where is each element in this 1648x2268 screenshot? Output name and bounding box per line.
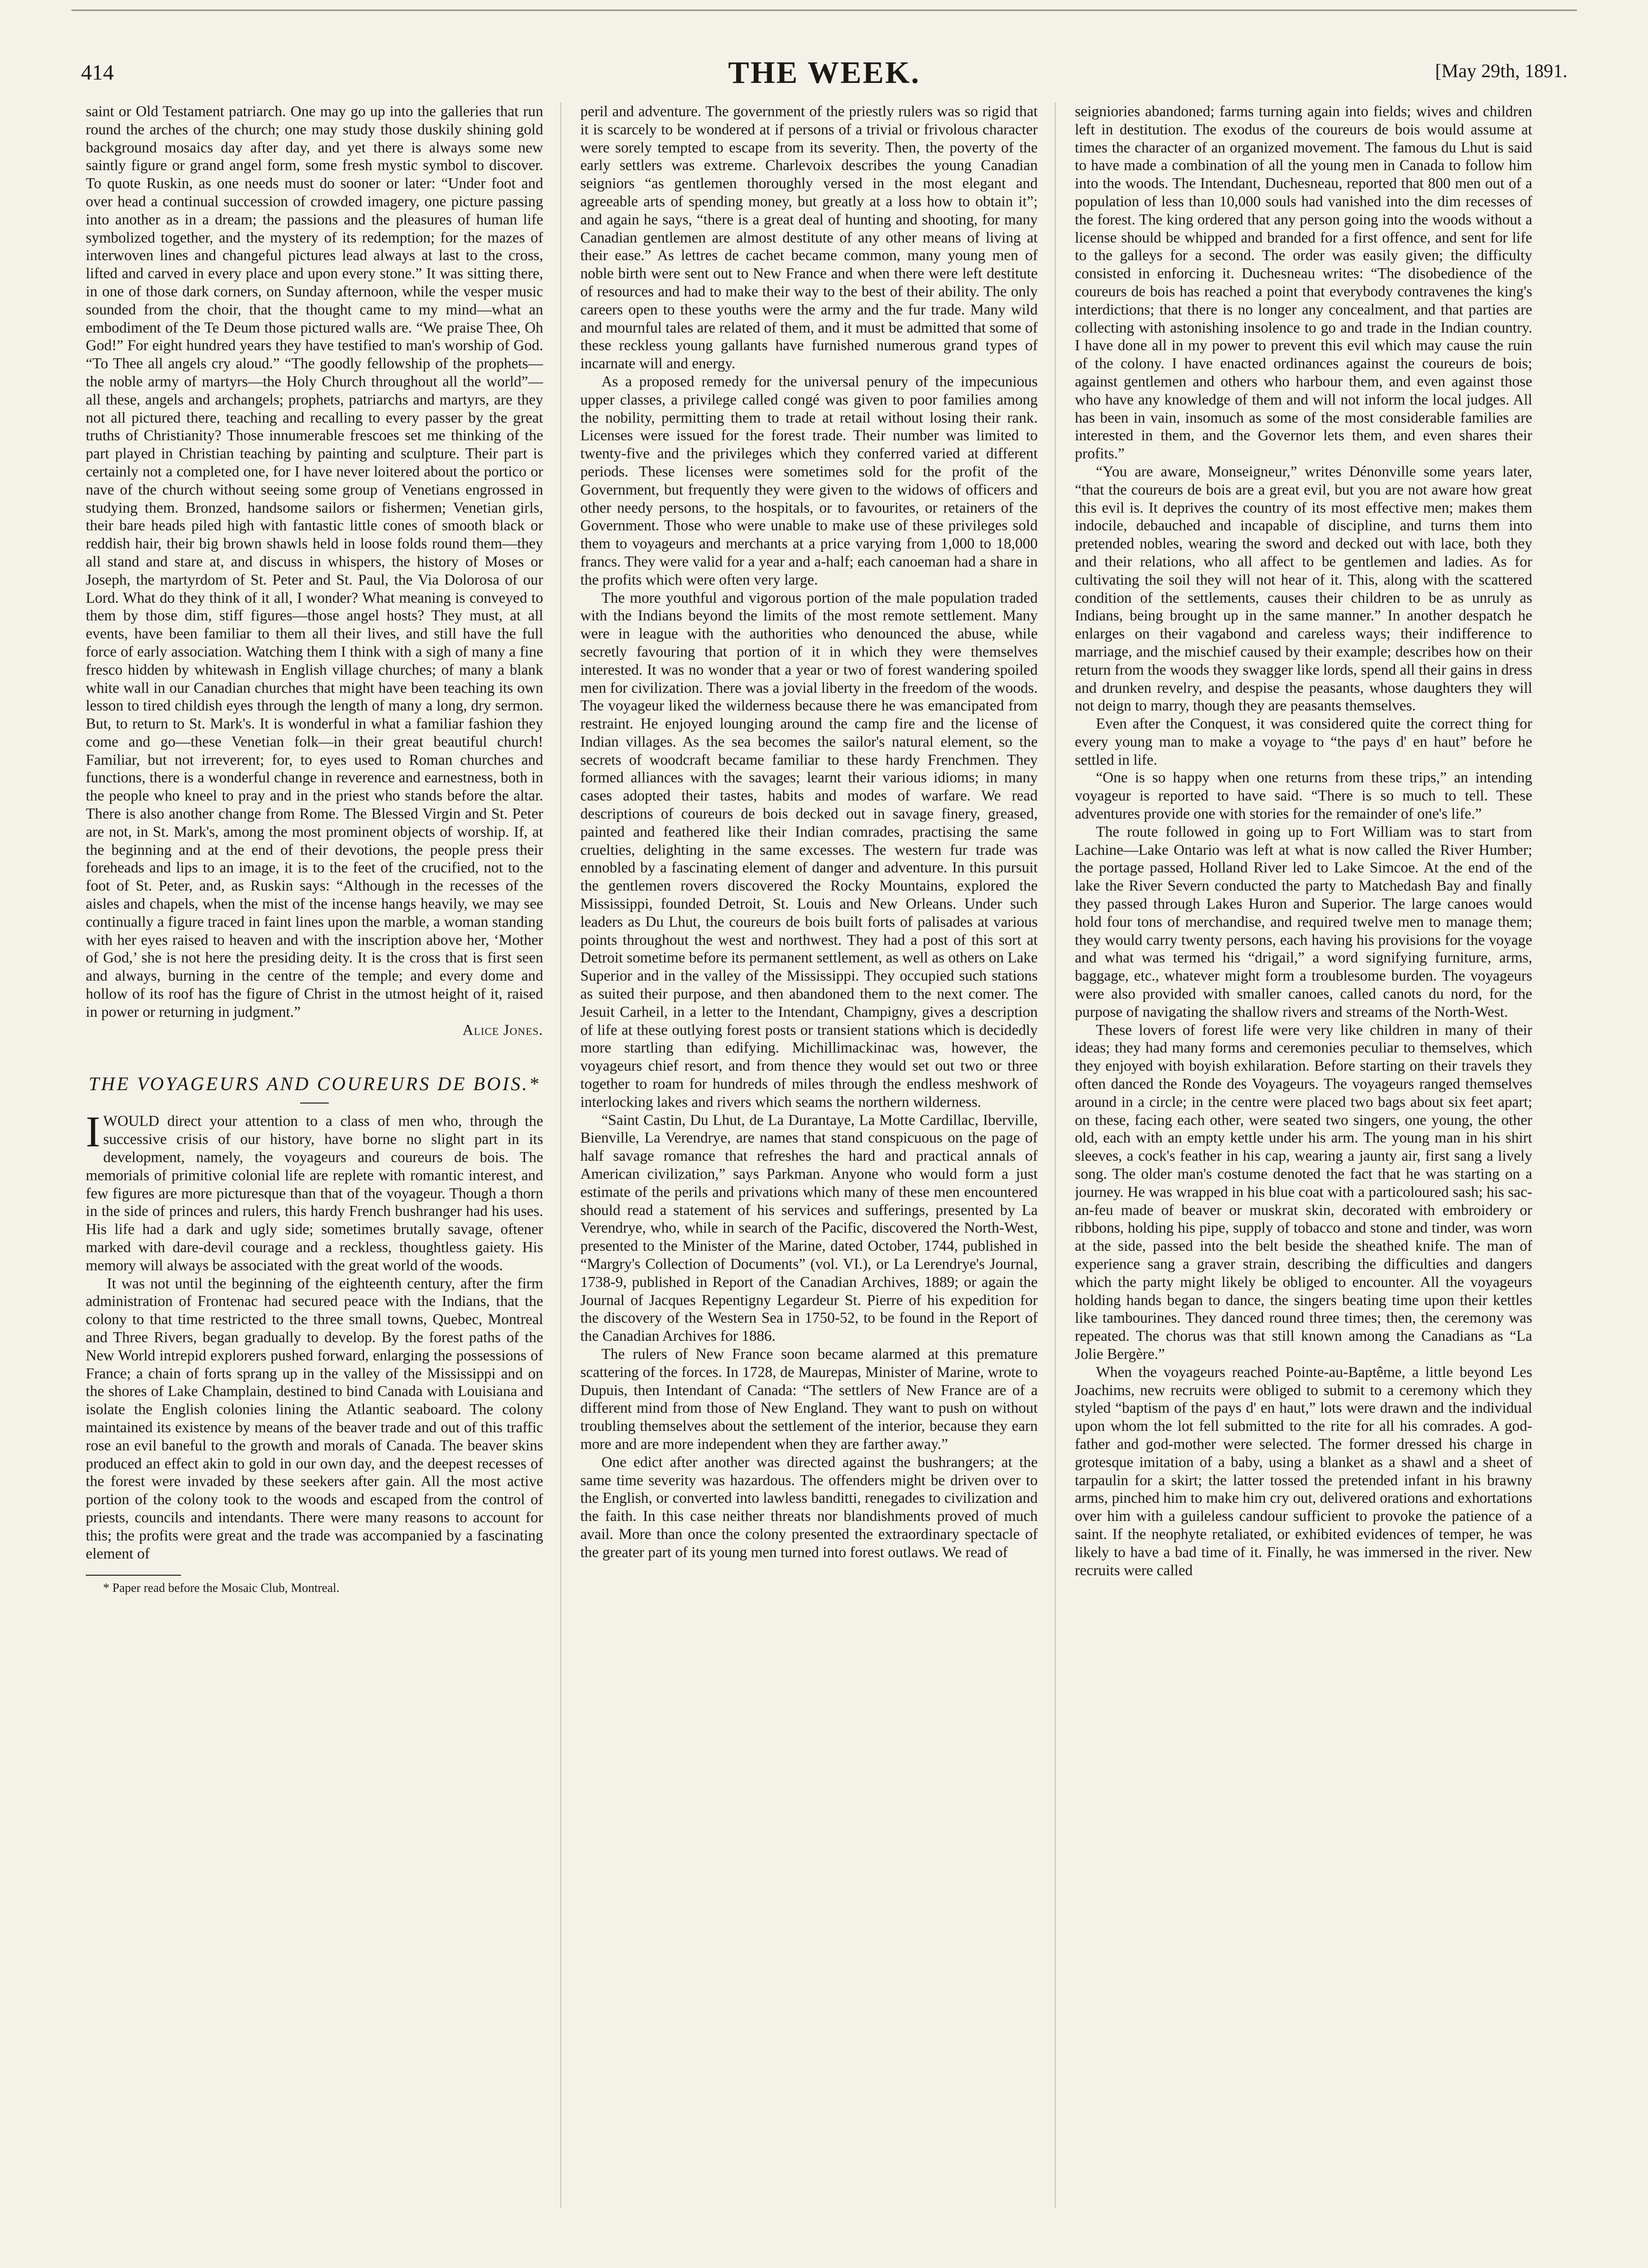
column-2 — [580, 102, 1038, 2208]
article-title: THE VOYAGEURS AND COUREURS DE BOIS.* — [88, 1073, 541, 1095]
paragraph: peril and adventure. The government of the priestly rulers was so rigid that it is scarcely to be wondered at if persons of a trivial or frivolous character were sorely tempted to escape from its severity. Then, the poverty of the early settlers was extreme. Charlevoix describes the young Canadian seigniors “as gentlemen thoroughly versed in the most elegant and agreeable arts of spending money, but greatly at a loss how to obtain it”; and again he says, “there is a great deal of hunting and shooting, for many Canadian gentlemen are almost destitute of any other means of living at their ease.” As lettres de cachet became common, many young men of noble birth were sent out to New France and when there were left destitute of resources and had to make their way to the best of their ability. The only careers open to these youths were the army and the fur trade. Many wild and mournful tales are related of them, and it must be admitted that some of these reckless young gallants have furnished numerous grand types of incarnate will and energy. — [580, 103, 1038, 372]
paragraph: Even after the Conquest, it was considered quite the correct thing for every young man to make a voyage to “the pays d' en haut” before he settled in life. — [1075, 715, 1532, 768]
paragraph: seigniories abandoned; farms turning again into fields; wives and children left in destitution. The exodus of the coureurs de bois would assume at times the character of an organized movement. The famous du Lhut is said to have made a combination of all the young men in Canada to follow him into the woods. The Intendant, Duchesneau, reported that 800 men out of a population of less than 10,000 souls had vanished into the dim recesses of the forest. The king ordered that any person going into the woods without a license should be whipped and branded for a first offence, and sent for life to the galleys for a second. The order was easily given; the difficulty consisted in enforcing it. Duchesneau writes: “The disobedience of the coureurs de bois has reached a point that everybody contravenes the king's interdictions; that there is no longer any concealment, and that parties are collecting with astonishing insolence to go and trade in the Indian country. I have done all in my power to prevent this evil which may cause the ruin of the colony. I have enacted ordinances against the coureurs de bois; against gentlemen and others who harbour them, and even against those who have any knowledge of them and will not inform the local judges. All has been in vain, insomuch as some of the most considerable families are interested in them, and the Governor lets them, and even shares their profits.” — [1075, 103, 1532, 462]
paragraph: When the voyageurs reached Pointe-au-Baptême, a little beyond Les Joachims, new recruits were obliged to submit to a ceremony which they styled “baptism of the pays d' en haut,” lots were drawn and the individual upon whom the lot fell submitted to the rite for all his comrades. A god-father and god-mother were selected. The former dressed his charge in grotesque imitation of a baby, using a blanket as a shawl and a sheet of tarpaulin for a skirt; the latter tossed the pretended infant in his brawny arms, pinched him to make him cry out, delivered orations and exhortations over him with a guileless candour sufficient to provoke the patience of a saint. If the neophyte retaliated, or exhibited evidences of temper, he was likely to have a bad time of it. Finally, he was immersed in the river. New recruits were called — [1075, 1363, 1532, 1579]
column-divider — [560, 102, 561, 2208]
column-divider — [1055, 102, 1056, 2208]
paragraph: The rulers of New France soon became alarmed at this premature scattering of the forces. In 1728, de Maurepas, Minister of Marine, wrote to Dupuis, then Intendant of Canada: “The settlers of New France are of a different mind from those of New England. They want to push on without troubling themselves about the settlement of the interior, because they earn more and are more independent when they are farther away.” — [580, 1345, 1038, 1452]
author-signature: Alice Jones. — [462, 1021, 543, 1038]
drop-cap: I — [86, 1107, 101, 1156]
paragraph: IWOULD direct your attention to a class of men who, through the successive crisis of our history, have borne no slight part in its development, namely, the voyageurs and coureurs de bois. The memorials of primitive colonial life are replete with romantic interest, and few figures are more picturesque than that of the voyageur. Though a thorn in the side of princes and rulers, this hardy French bushranger had his uses. His life had a dark and ugly side; sometimes brutally savage, oftener marked with dare-devil courage and a reckless, thoughtless gaiety. His memory will always be associated with the great world of the woods. — [86, 1107, 543, 1274]
paragraph: One edict after another was directed against the bushrangers; at the same time severity was hazardous. The offenders might be driven over to the English, or converted into lawless banditti, renegades to civilization and the faith. In this case neither threats nor blandishments proved of much avail. More than once the colony presented the extraordinary spectacle of the greater part of its young men turned into forest outlaws. We read of — [580, 1453, 1038, 1560]
footnote-rule — [86, 1575, 181, 1576]
footnote: * Paper read before the Mosaic Club, Montreal. — [103, 1581, 340, 1595]
column-3 — [1075, 102, 1532, 2208]
paragraph: “You are aware, Monseigneur,” writes Dénonville some years later, “that the coureurs de bois are a great evil, but you are not aware how great this evil is. It deprives the country of its most effective men; makes them indocile, debauched and incapable of discipline, and turns them into pretended nobles, wearing the sword and decked out with lace, both they and their relations, who all affect to be gentlemen and ladies. As for cultivating the soil they will not hear of it. This, along with the scattered condition of the settlements, causes their children to be as unruly as Indians, being brought up in the same manner.” In another despatch he enlarges on their vagabond and careless ways; their indifference to marriage, and the mischief caused by their example; describes how on their return from the woods they swagger like lords, spend all their gains in dress and drunken revelry, and despise the peasants, whose daughters they will not deign to marry, though they are peasants themselves. — [1075, 463, 1532, 714]
masthead: THE WEEK. — [728, 55, 920, 90]
issue-date: [May 29th, 1891. — [1435, 60, 1567, 81]
page-header — [81, 55, 1567, 98]
title-rule — [300, 1103, 329, 1104]
top-rule — [71, 10, 1577, 11]
paragraph: “One is so happy when one returns from these trips,” an intending voyageur is reported to have said. “There is so much to tell. These adventures provide one with stories for the remainder of one's life.” — [1075, 769, 1532, 822]
paragraph: “Saint Castin, Du Lhut, de La Durantaye, La Motte Cardillac, Iberville, Bienville, La Verendrye, are names that stand conspicuous on the page of half savage romance that refreshes the hard and practical annals of American civilization,” says Parkman. Anyone who would form a just estimate of the perils and privations which many of these men encountered should read a statement of his services and sufferings, presented by La Verendrye, who, while in search of the Pacific, discovered the North-West, presented to the Minister of the Marine, dated October, 1744, published in “Margry's Collection of Documents” (vol. VI.), or La Lerendrye's Journal, 1738-9, published in Report of the Canadian Archives, 1889; or again the Journal of Jacques Repentigny Legardeur St. Pierre of his expedition for the discovery of the Western Sea in 1750-52, to be found in the Report of the Canadian Archives for 1886. — [580, 1111, 1038, 1345]
page-number: 414 — [81, 60, 114, 84]
paragraph: The more youthful and vigorous portion of the male population traded with the Indians beyond the limits of the most remote settlement. Many were in league with the authorities who denounced the abuse, while secretly favouring that portion of it in which they were themselves interested. It was no wonder that a year or two of forest wandering spoiled men for civilization. There was a jovial liberty in the freedom of the woods. The voyageur liked the wilderness because there he was emancipated from restraint. He enjoyed lounging around the camp fire and the license of Indian villages. As the sea becomes the sailor's natural element, so the secrets of woodcraft became familiar to these hardy Frenchmen. They formed alliances with the savages; learnt their various idioms; in many cases adopted their tastes, habits and modes of warfare. We read descriptions of coureurs de bois decked out in savage finery, greased, painted and feathered like their Indian comrades, practising the same cruelties, delighting in the same excesses. The western fur trade was ennobled by a fascinating element of danger and adventure. In this pursuit the gentlemen rovers discovered the Rocky Mountains, explored the Mississippi, founded Detroit, St. Louis and New Orleans. Under such leaders as Du Lhut, the coureurs de bois built forts of palisades at various points throughout the west and northwest. They had a post of this sort at Detroit sometime before its permanent settlement, as well as others on Lake Superior and in the valley of the Mississippi. They occupied such stations as suited their purpose, and then abandoned them to the next comer. The Jesuit Carheil, in a letter to the Intendant, Champigny, gives a description of life at these outlying forest posts or transient stations which is decidedly more startling than edifying. Michillimackinac was, however, the voyageurs chief resort, and from thence they would set out two or three together to roam for hundreds of miles through the endless meshwork of interlocking lakes and rivers which seams the northern wilderness. — [580, 589, 1038, 1110]
paragraph: These lovers of forest life were very like children in many of their ideas; they had many forms and ceremonies peculiar to themselves, which they enjoyed with boyish exhilaration. Before starting on their travels they often danced the Ronde des Voyageurs. The voyageurs ranged themselves around in a circle; in the centre were placed two bags about six feet apart; on these, facing each other, were seated two singers, one young, the other old, each with an empty kettle under his arm. The young man in his shirt sleeves, a cock's feather in his cap, wearing a jaunty air, first sang a lively song. The older man's costume denoted the fact that he was starting on a journey. He was wrapped in his blue coat with a particoloured sash; his sac-an-feu made of beaver or muskrat skin, decorated with embroidery or ribbons, holding his pipe, supply of tobacco and stone and tinder, was worn at the side, passed into the belt beside the sheathed knife. The man of experience sang a graver strain, describing the difficulties and dangers which the party might likely be obliged to encounter. All the voyageurs holding hands began to dance, the singers beating time upon their kettles like tambourines. They danced round three times; then, the ceremony was repeated. The chorus was that still known among the Canadians as “La Jolie Bergère.” — [1075, 1021, 1532, 1362]
paragraph: saint or Old Testament patriarch. One may go up into the galleries that run round the arches of the church; one may study those duskily shining gold background mosaics day after day, and yet there is always some new saintly figure or grand angel form, some fresh mystic symbol to discover. To quote Ruskin, as one needs must do sooner or later: “Under foot and over head a continual succession of crowded imagery, one picture passing into another as in a dream; the passions and the pleasures of human life symbolized together, and the mystery of its redemption; for the mazes of interwoven lines and changeful pictures lead always at last to the cross, lifted and carved in every place and upon every stone.” It was sitting there, in one of those dark corners, on Sunday afternoon, while the vesper music sounded from the choir, that the thought came to my mind—what an embodiment of the Te Deum those pictured walls are. “We praise Thee, Oh God!” For eight hundred years they have testified to man's worship of God. “To Thee all angels cry aloud.” “The goodly fellowship of the prophets—the noble army of martyrs—the Holy Church throughout all the world”—all these, angels and archangels; prophets, patriarchs and martyrs, are they not all pictured there, teaching and recalling to every passer by the great truths of Christianity? Those innumerable frescoes set me thinking of the part played in Christian teaching by painting and sculpture. Their part is certainly not a completed one, for I have never loitered about the portico or nave of the church without seeing some group of Venetians engrossed in studying them. Bronzed, handsome sailors or fishermen; Venetian girls, their bare heads piled high with fantastic little cones of smooth black or reddish hair, their big brown shawls held in loose folds round them—they all stand and stare at, and discuss in whispers, the history of Moses or Joseph, the martyrdom of St. Peter and St. Paul, the Via Dolorosa of our Lord. What do they think of it all, I wonder? What meaning is conveyed to them by those dim, stiff figures—those angel hosts? They must, at all events, have been familiar to them all their lives, and still have the full force of early association. Watching them I think with a sigh of many a fine fresco hidden by whitewash in English village churches; of many a blank white wall in our Canadian churches that might have been teaching its own lesson to tired childish eyes through the length of many a long, dry sermon. But, to return to St. Mark's. It is wonderful in what a familiar fashion they come and go—these Venetian folk—in their great beautiful church! Familiar, but not irreverent; for, to eyes used to Roman churches and functions, there is a wonderful change in reverence and earnestness, both in the people who kneel to pray and in the priest who stands before the altar. There is also another change from Rome. The Blessed Virgin and St. Peter are not, in St. Mark's, among the most prominent objects of worship. If, at the beginning and at the end of their devotions, the people press their foreheads and lips to an image, it is to the feet of the crucified, not to the foot of St. Peter, and, as Ruskin says: “Although in the recesses of the aisles and chapels, when the mist of the incense hangs heavily, we may see continually a figure traced in faint lines upon the marble, a woman standing with her eyes raised to heaven and with the inscription above her, ‘Mother of God,’ she is not here the presiding deity. It is the cross that is first seen and always, burning in the centre of the temple; and every dome and hollow of its roof has the figure of Christ in the utmost height of it, raised in power or returning in judgment.” — [86, 103, 543, 1020]
paragraph: The route followed in going up to Fort William was to start from Lachine—Lake Ontario was left at what is now called the River Humber; the portage passed, Holland River led to Lake Simcoe. At the end of the lake the River Severn conducted the party to Matchedash Bay and finally they passed through Lakes Huron and Superior. The large canoes would hold four tons of merchandise, and required twelve men to manage them; they would carry twenty persons, each having his provisions for the voyage and what was termed his “drigail,” a word signifying furniture, arms, baggage, etc., whatever might form a troublesome burden. The voyageurs were also provided with smaller canoes, called canots du nord, for the purpose of navigating the shallow rivers and streams of the North-West. — [1075, 823, 1532, 1020]
paragraph: As a proposed remedy for the universal penury of the impecunious upper classes, a privilege called congé was given to poor families among the nobility, permitting them to trade at retail without losing their rank. Licenses were issued for the forest trade. Their number was limited to twenty-five and the privileges which they conferred varied at different periods. These licenses were sometimes sold for the profit of the Government, but frequently they were given to the widows of officers and other needy persons, to the hospitals, or to favourites, or retainers of the Government. Those who were unable to make use of these privileges sold them to voyageurs and merchants at a price varying from 1,000 to 18,000 francs. They were valid for a year and a-half; each canoeman had a share in the profits which were often very large. — [580, 373, 1038, 588]
paragraph: It was not until the beginning of the eighteenth century, after the firm administration of Frontenac had secured peace with the Indians, that the colony to that time restricted to the three small towns, Quebec, Montreal and Three Rivers, began gradually to develop. By the forest paths of the New World intrepid explorers pushed forward, enlarging the possessions of France; a chain of forts sprang up in the valley of the Mississippi and on the shores of Lake Champlain, destined to bind Canada with Louisiana and isolate the English colonies lining the Atlantic seaboard. The colony maintained its existence by means of the beaver trade and out of this traffic rose an evil baneful to the growth and morals of Canada. The beaver skins produced an effect akin to gold in our own day, and the deepest recesses of the forest were invaded by these seekers after gain. All the most active portion of the colony took to the woods and escaped from the control of priests, councils and intendants. There were many reasons to account for this; the profits were great and the trade was accompanied by a fascinating element of — [86, 1275, 543, 1562]
column-1 — [86, 102, 543, 2208]
